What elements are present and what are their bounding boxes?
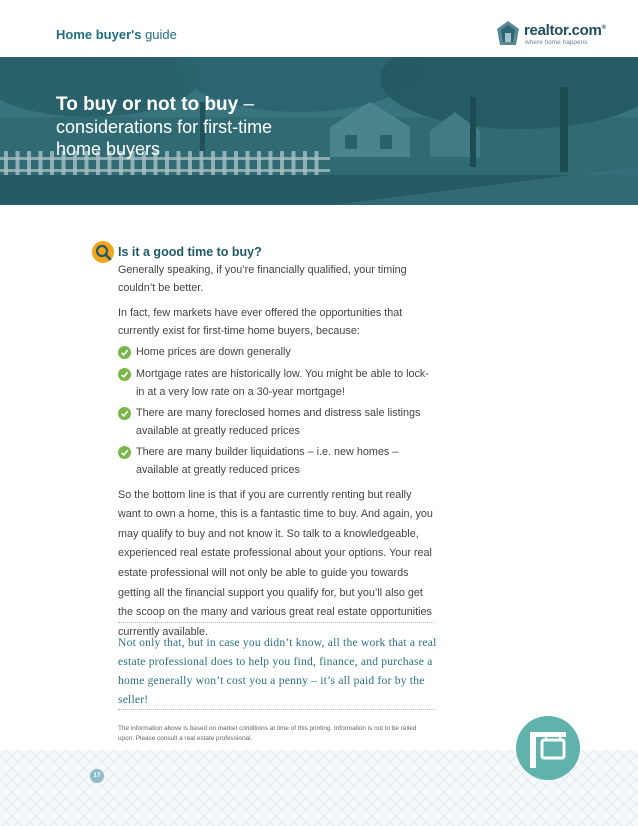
reasons-list [118,344,434,479]
page-number: 17 [90,769,104,783]
guide-title-rest: guide [145,27,177,42]
disclaimer-note: The information above is based on market conditions at time of this printing. Information is not to be relied upon. Please consult a real estate professional. [118,725,417,742]
checkmark-icon [118,446,131,459]
magnifier-icon [92,241,114,263]
hero-subtitle-line2: home buyers [56,139,161,159]
realtor-logo[interactable] [496,20,616,50]
intro-paragraph: Generally speaking, if you’re financially qualified, your timing couldn’t be better. [118,264,407,294]
quote-divider-bottom [118,709,434,710]
section-heading: Is it a good time to buy? [118,245,262,259]
hero-title-main: To buy or not to buy – [56,94,255,115]
list-item: There are many builder liquidations – i.e. new homes – available at greatly reduced prices [118,444,434,479]
page-header [0,0,638,60]
hero-title [56,94,272,160]
checkmark-icon [118,368,131,381]
checkmark-icon [118,346,131,359]
list-item: Mortgage rates are historically low. You might be able to lock-in at a very low rate on a 30-year mortgage! [118,366,434,401]
house-roof-icon [496,20,520,46]
checkmark-icon [118,407,131,420]
bottom-line-paragraph: So the bottom line is that if you are currently renting but really want to own a home, this is a fantastic time to buy. And again, you may qualify to buy and not know it. So talk to a knowledgeable, experienced real estate professional about your options. Your real estate professional will not only be able to guide you towards getting all the financial support you qualify for, but you’ll also get the scoop on the many and various great real estate opportunities currently available. [118,488,433,638]
article-body [118,245,434,642]
guide-title-bold: Home buyer's [56,27,142,42]
sign-post-icon [516,716,580,780]
guide-title [56,27,177,42]
list-item: Home prices are down generally [118,344,434,362]
logo-tagline: where home happens [525,39,588,46]
list-item: There are many foreclosed homes and distress sale listings available at greatly reduced prices [118,405,434,440]
context-paragraph: In fact, few markets have ever offered the opportunities that currently exist for first-time home buyers, because: [118,307,403,337]
pull-quote: Not only that, but in case you didn’t know, all the work that a real estate professional does to help you find, finance, and purchase a home generally won’t cost you a penny – it’s all paid for by the seller! [118,636,437,706]
logo-wordmark: realtor.com® [524,22,606,39]
hero-banner [0,57,638,205]
quote-divider-top [118,622,434,623]
hero-subtitle-line1: considerations for first-time [56,117,273,137]
